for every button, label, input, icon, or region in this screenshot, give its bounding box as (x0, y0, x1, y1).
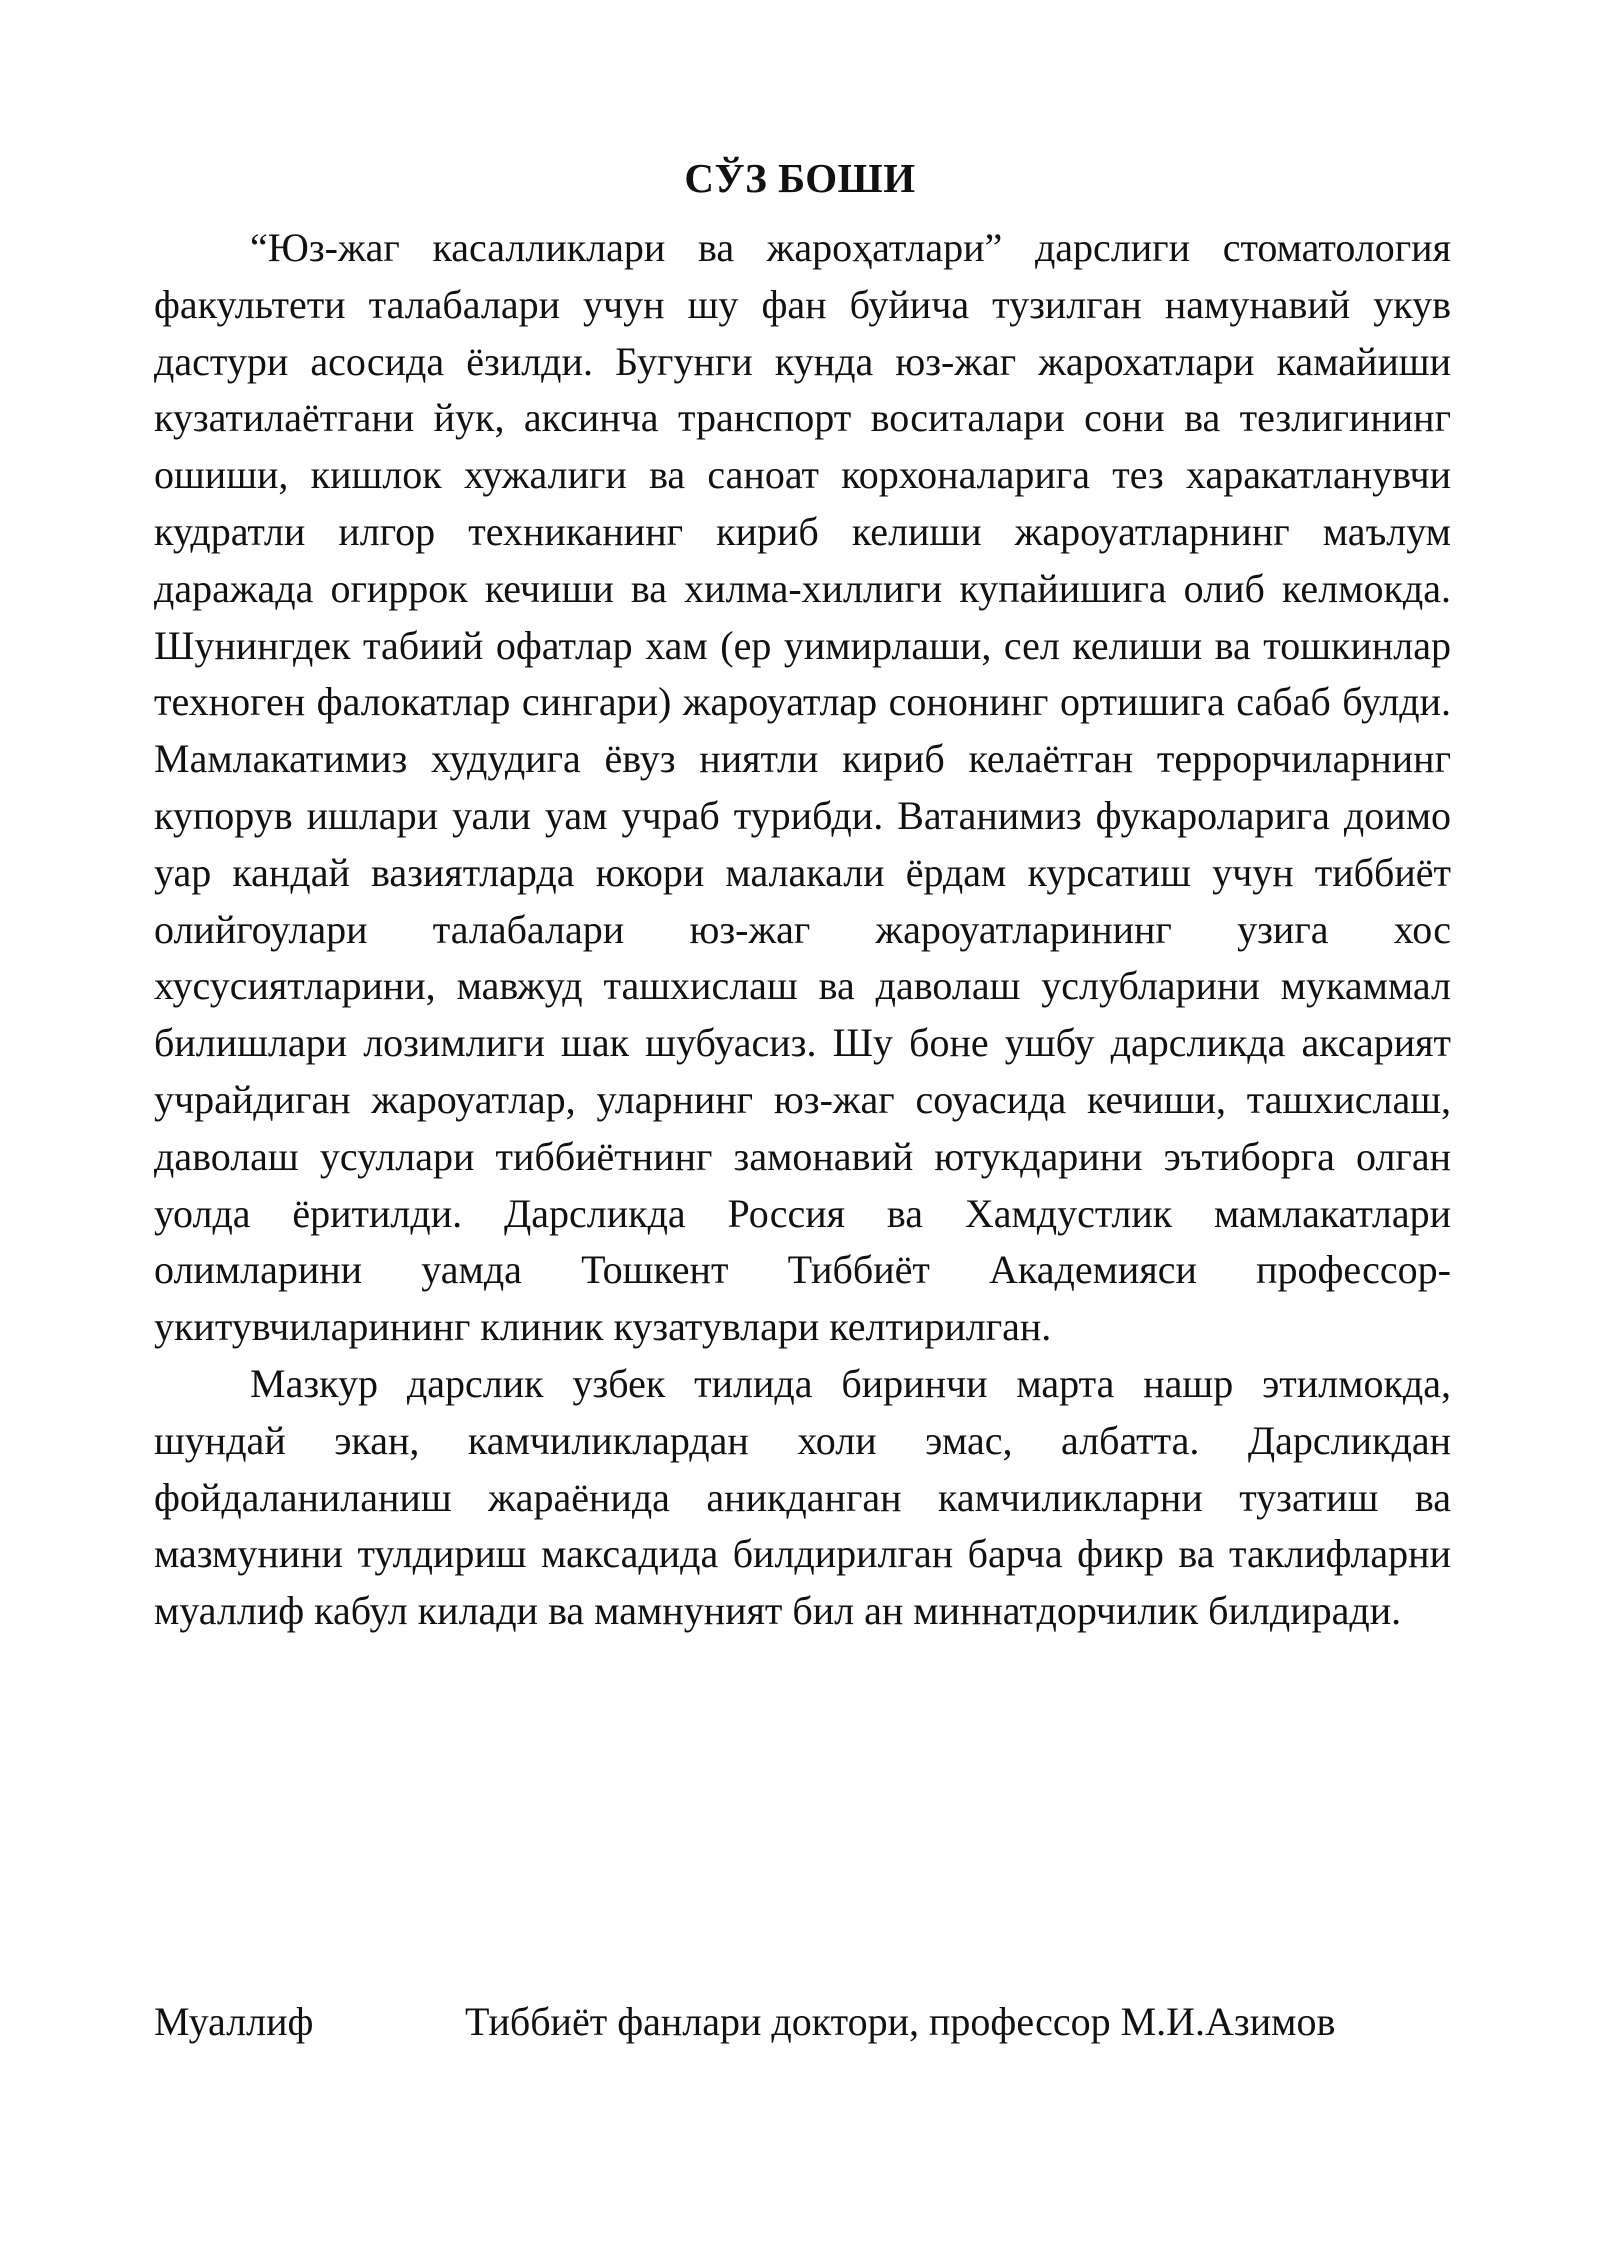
body-text (154, 220, 1451, 1640)
author-role: Муаллиф (154, 1999, 314, 2044)
page-title: СЎЗ БОШИ (684, 155, 916, 201)
author-name: Тиббиёт фанлари доктори, профессор М.И.Азимов (465, 1999, 1336, 2044)
paragraph-1: “Юз-жаг касалликлари ва жароҳатлари” дарслиги стоматология факультети талабалари учун шу фан буйича тузилган намунавий укув дастури асосида ёзилди. Бугунги кунда юз-жаг жарохатлари камайиши кузатилаётгани йук, аксинча транспорт воситалари сони ва тезлигининг ошиши, кишлок хужалиги ва саноат корхоналарига тез харакатланувчи кудратли илгор техниканинг кириб келиши жароуатларнинг маълум даражада огиррок кечиши ва хилма-хиллиги купайишига олиб келмокда. Шунингдек табиий офатлар хам (ер уимирлаши, сел келиши ва тошкинлар техноген фалокатлар сингари) жароуатлар сононинг ортишига сабаб булди. Мамлакатимиз худудига ёвуз ниятли кириб келаётган террорчиларнинг купорув ишлари уали уам учраб турибди. Ватанимиз фукароларига доимо уар кандай вазиятларда юкори малакали ёрдам курсатиш учун тиббиёт олийгоулари талабалари юз-жаг жароуатларининг узига хос хусусиятларини, мавжуд ташхислаш ва даволаш услубларини мукаммал билишлари лозимлиги шак шубуасиз. Шу боне ушбу дарсликда аксарият учрайдиган жароуатлар, уларнинг юз-жаг соуасида кечиши, ташхислаш, даволаш усуллари тиббиётнинг замонавий ютукдарини эътиборга олган уолда ёритилди. Дарсликда Россия ва Хамдустлик мамлакатлари олимларини уамда Тошкент Тиббиёт Академияси профессор-укитувчиларининг клиник кузатувлари келтирилган. (154, 225, 1451, 1350)
paragraph-2: Мазкур дарслик узбек тилида биринчи марта нашр этилмокда, шундай экан, камчиликлардан холи эмас, албатта. Дарсликдан фойдаланиланиш жараёнида аникданган камчиликларни тузатиш ва мазмунини тулдириш максадида билдирилган барча фикр ва таклифларни муаллиф кабул килади ва мамнуният бил ан миннатдорчилик билдиради. (154, 1360, 1451, 1634)
